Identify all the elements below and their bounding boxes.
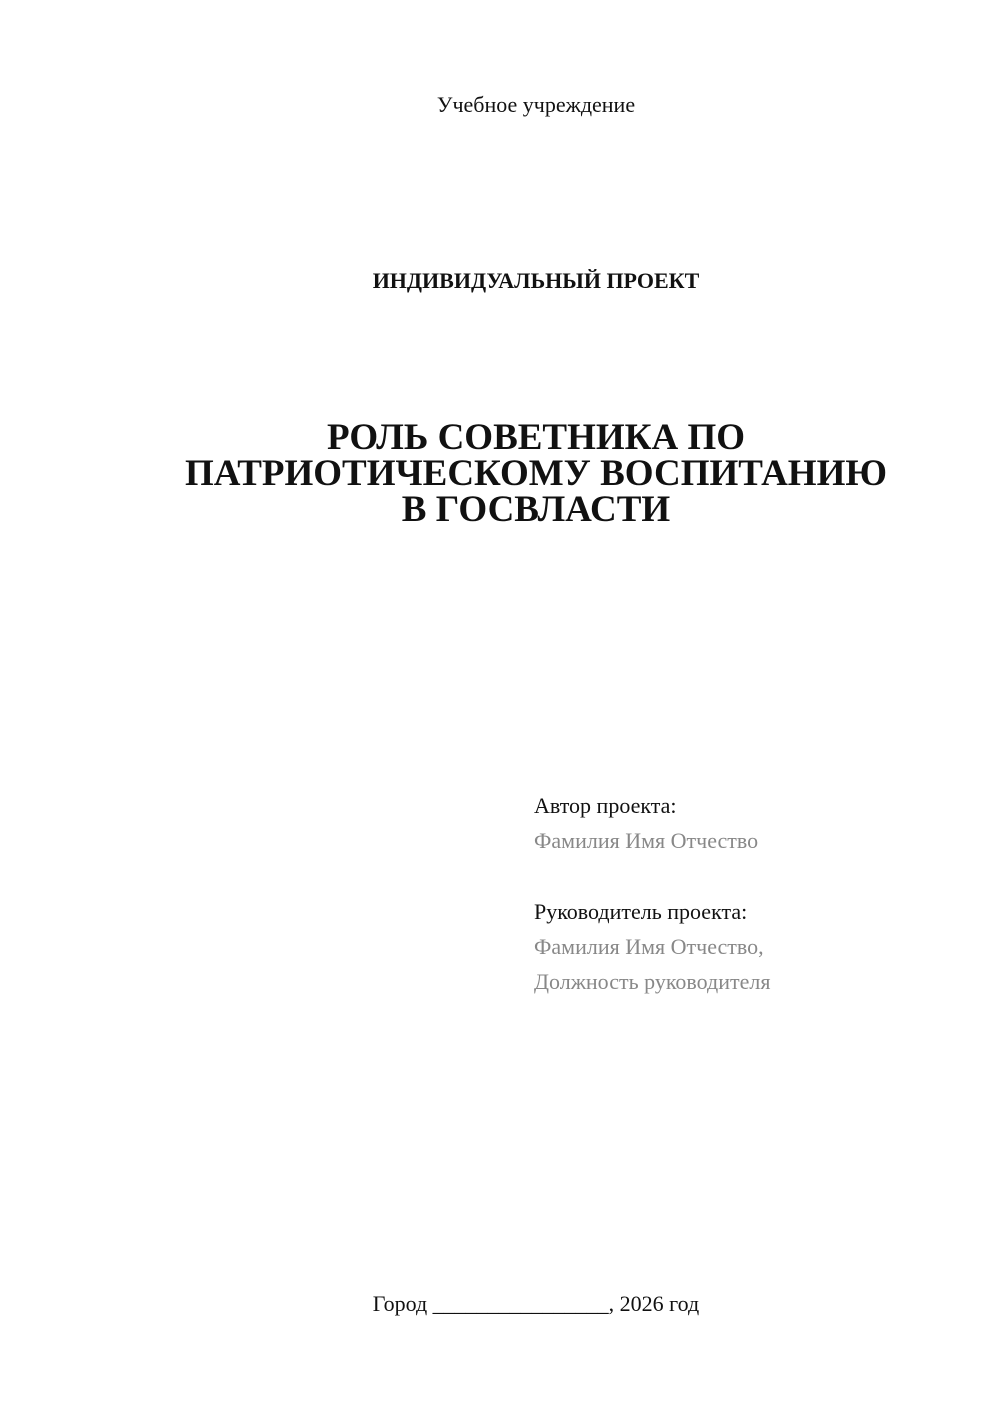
supervisor-name: Фамилия Имя Отчество, [534,934,764,959]
supervisor-label: Руководитель проекта: [534,899,748,924]
author-label: Автор проекта: [534,793,677,818]
city-year-line: Город ________________, 2026 год [372,1291,700,1316]
institution-name: Учебное учреждение [436,92,636,117]
document-title [0,417,1000,530]
project-credits [534,788,974,999]
document-title-line: ПАТРИОТИЧЕСКОМУ ВОСПИТАНИЮ [184,453,888,494]
supervisor-position: Должность руководителя [534,969,771,994]
document-title-line: РОЛЬ СОВЕТНИКА ПО [326,417,746,458]
document-title-line: В ГОСВЛАСТИ [401,489,671,530]
document-type: ИНДИВИДУАЛЬНЫЙ ПРОЕКТ [372,268,700,293]
author-name: Фамилия Имя Отчество [534,828,759,853]
